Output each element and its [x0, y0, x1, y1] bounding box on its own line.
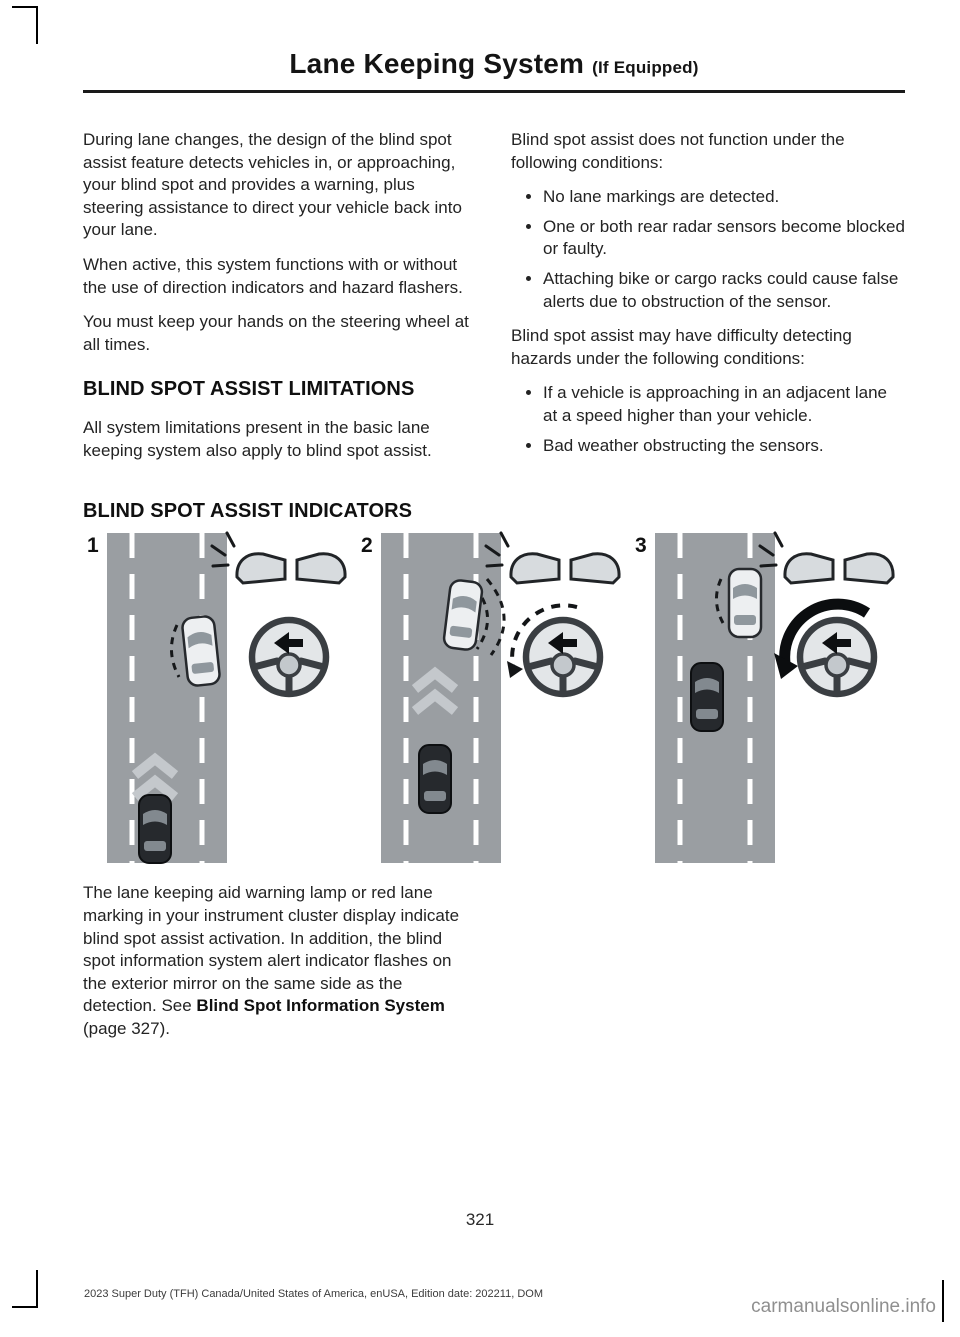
mirror-alert-icon: [486, 533, 619, 583]
crop-mark-top-left: [12, 6, 38, 44]
drifting-vehicle-icon: [181, 616, 220, 687]
edition-footnote: 2023 Super Duty (TFH) Canada/United States of America, enUSA, Edition date: 202211, DOM: [84, 1288, 543, 1300]
caption-cross-reference: Blind Spot Information System: [196, 996, 445, 1016]
paragraph-difficulty-conditions: Blind spot assist may have difficulty detecting hazards under the following conditions:: [511, 326, 852, 368]
watermark: carmanualsonline.info: [751, 1296, 936, 1317]
paragraph-limitations: All system limitations present in the basic lane keeping system also apply to blind spot assist.: [83, 418, 432, 460]
section-heading-limitations: BLIND SPOT ASSIST LIMITATIONS: [83, 378, 415, 401]
bullet-item: • Attaching bike or cargo racks could cause false alerts due to obstruction of the sensor.: [543, 268, 905, 313]
page-header: [83, 48, 905, 93]
figure-label-1: 1: [87, 534, 99, 558]
paragraph-no-function-conditions: Blind spot assist does not function under the following conditions:: [511, 130, 845, 172]
figure-label-3: 3: [635, 534, 647, 558]
crop-mark-bottom-right: [942, 1280, 944, 1322]
title-suffix: (If Equipped): [592, 58, 699, 77]
bullet-list-no-function: [511, 186, 905, 313]
mirror-alert-icon: [760, 533, 893, 583]
figure-panel-3: [631, 531, 905, 866]
bullet-item: • If a vehicle is approaching in an adjacent lane at a speed higher than your vehicle.: [543, 382, 905, 427]
paragraph-active-behavior: When active, this system functions with or without the use of direction indicators and hazard flashers.: [83, 255, 463, 297]
left-column: [83, 129, 477, 474]
figure-label-2: 2: [361, 534, 373, 558]
header-rule: [83, 90, 905, 93]
subject-vehicle-icon: [691, 663, 723, 731]
crop-mark-bottom-left: [12, 1270, 38, 1308]
two-column-body: [83, 129, 905, 474]
subject-vehicle-icon: [419, 745, 451, 813]
bullet-item: • Bad weather obstructing the sensors.: [543, 435, 905, 458]
figure-panel-1: [83, 531, 357, 866]
steering-wheel-icon: [526, 620, 600, 694]
caption-text: (page 327).: [83, 1018, 170, 1038]
indicators-figure: [83, 531, 905, 866]
caption-text: The lane keeping aid warning lamp or red lane marking in your instrument cluster display indicate blind spot assist activation. In addition, the blind spot information system alert indicator flashes on the exterior mirror on the same side as the detection. See: [83, 883, 460, 1016]
page-number: 321: [465, 1210, 495, 1229]
paragraph-blind-spot-intro: During lane changes, the design of the blind spot assist feature detects vehicles in, or approaching, your blind spot and provides a warning, plus steering assistance to direct your vehicle back into your lane.: [83, 130, 462, 240]
bullet-item: • No lane markings are detected.: [543, 186, 905, 209]
figure-panel-2-graphic: [377, 531, 623, 866]
paragraph-hands-on-wheel: You must keep your hands on the steering wheel at all times.: [83, 312, 469, 354]
figure-panel-2: [357, 531, 631, 866]
subject-vehicle-icon: [139, 795, 171, 863]
steering-wheel-icon: [800, 620, 874, 694]
figure-panel-1-graphic: [103, 531, 349, 866]
mirror-alert-icon: [212, 533, 345, 583]
right-column: [511, 129, 905, 474]
steering-wheel-icon: [252, 620, 326, 694]
figure-panel-3-graphic: [651, 531, 897, 866]
bullet-list-difficulty: [511, 382, 905, 457]
section-heading-indicators: BLIND SPOT ASSIST INDICATORS: [83, 500, 413, 523]
page-title: [83, 48, 905, 80]
drifting-vehicle-icon: [443, 580, 483, 651]
title-main: Lane Keeping System: [289, 48, 585, 79]
bullet-item: • One or both rear radar sensors become blocked or faulty.: [543, 216, 905, 261]
drifting-vehicle-icon: [729, 569, 761, 637]
figure-caption: [83, 882, 477, 1040]
